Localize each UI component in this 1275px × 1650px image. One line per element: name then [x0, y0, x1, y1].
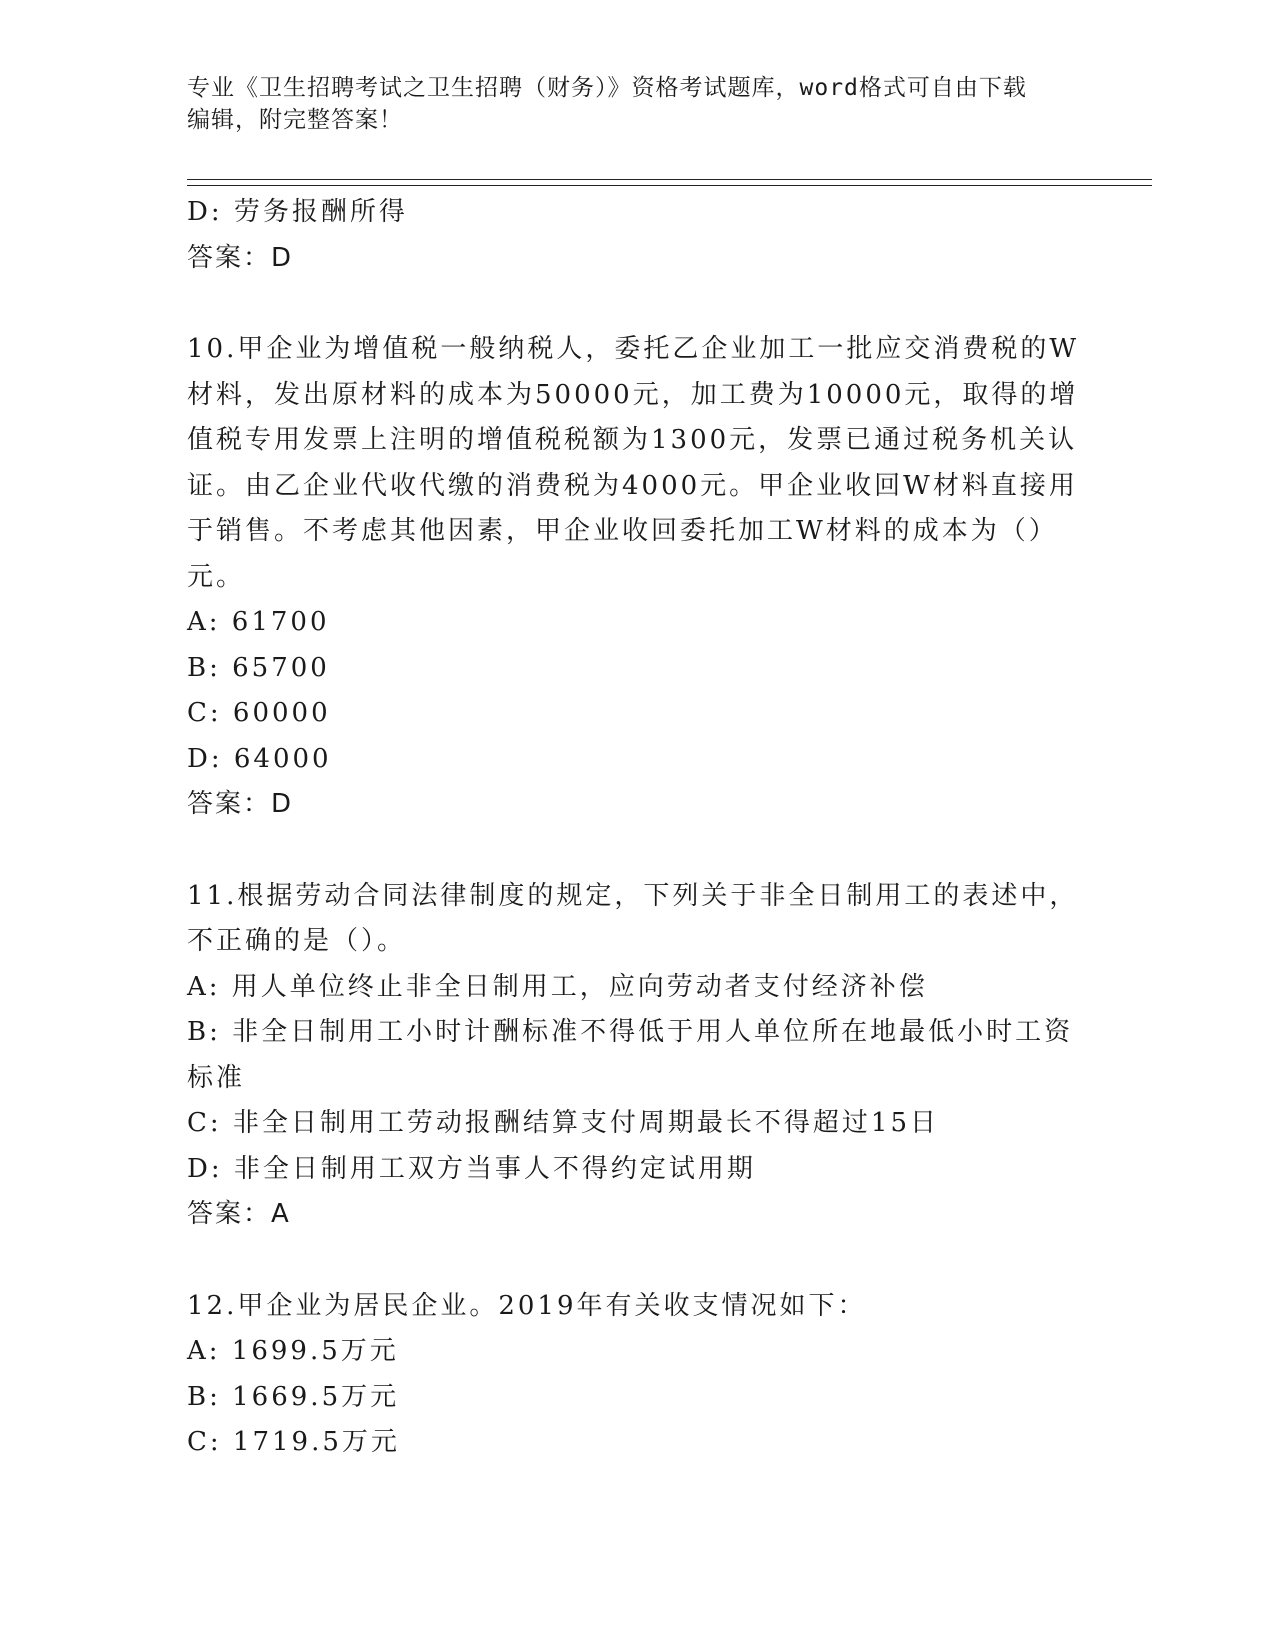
prev-question-answer: 答案：D — [187, 242, 294, 273]
question-10-stem-line: 值税专用发票上注明的增值税税额为1300元，发票已通过税务机关认 — [187, 425, 1078, 455]
question-10-stem-line: 材料，发出原材料的成本为50000元，加工费为10000元，取得的增 — [187, 379, 1079, 410]
question-10-option-b: B: 65700 — [187, 652, 330, 683]
question-10-option-d: D: 64000 — [187, 743, 332, 774]
question-10-answer: 答案：D — [187, 789, 294, 819]
header-divider-top — [187, 179, 1152, 180]
question-11-option-b: B: 非全日制用工小时计酬标准不得低于用人单位所在地最低小时工资 — [187, 1017, 1074, 1047]
spacer — [187, 828, 1067, 874]
question-10-stem-line: 元。 — [187, 561, 246, 592]
question-10-stem-line: 10.甲企业为增值税一般纳税人，委托乙企业加工一批应交消费税的W — [187, 334, 1080, 364]
question-12-option-b: B: 1669.5万元 — [187, 1381, 400, 1412]
header-line-2: 编辑，附完整答案！ — [187, 107, 403, 133]
question-12-option-c: C: 1719.5万元 — [187, 1427, 400, 1457]
question-12-stem-line: 12.甲企业为居民企业。2019年有关收支情况如下： — [187, 1290, 867, 1321]
question-11-option-c: C: 非全日制用工劳动报酬结算支付周期最长不得超过15日 — [187, 1108, 940, 1138]
question-10-option-c: C: 60000 — [187, 698, 331, 728]
question-11-stem-line: 11.根据劳动合同法律制度的规定，下列关于非全日制用工的表述中， — [187, 880, 1079, 911]
question-content — [187, 190, 1080, 1466]
spacer — [187, 1238, 1067, 1284]
header-divider-bottom — [187, 185, 1152, 186]
question-11 — [187, 874, 1079, 1238]
question-11-stem-line: 不正确的是（）。 — [187, 926, 407, 956]
question-10-stem-line: 于销售。不考虑其他因素，甲企业收回委托加工W材料的成本为（） — [187, 516, 1058, 546]
spacer — [187, 281, 1067, 327]
document-header — [187, 72, 1067, 136]
question-10-stem-line: 证。由乙企业代收代缴的消费税为4000元。甲企业收回W材料直接用 — [187, 470, 1078, 501]
question-11-answer: 答案：A — [187, 1199, 291, 1229]
question-10-option-a: A: 61700 — [187, 607, 330, 637]
question-11-option-b-cont: 标准 — [187, 1062, 246, 1093]
question-12 — [187, 1284, 1067, 1466]
question-10 — [187, 327, 1080, 828]
question-12-option-a: A: 1699.5万元 — [187, 1336, 399, 1366]
question-11-option-a: A: 用人单位终止非全日制用工，应向劳动者支付经济补偿 — [187, 971, 928, 1002]
prev-question-option-d: D: 劳务报酬所得 — [187, 197, 408, 227]
header-line-1: 专业《卫生招聘考试之卫生招聘（财务）》资格考试题库，word格式可自由下载 — [187, 75, 1027, 101]
question-11-option-d: D: 非全日制用工双方当事人不得约定试用期 — [187, 1153, 756, 1184]
